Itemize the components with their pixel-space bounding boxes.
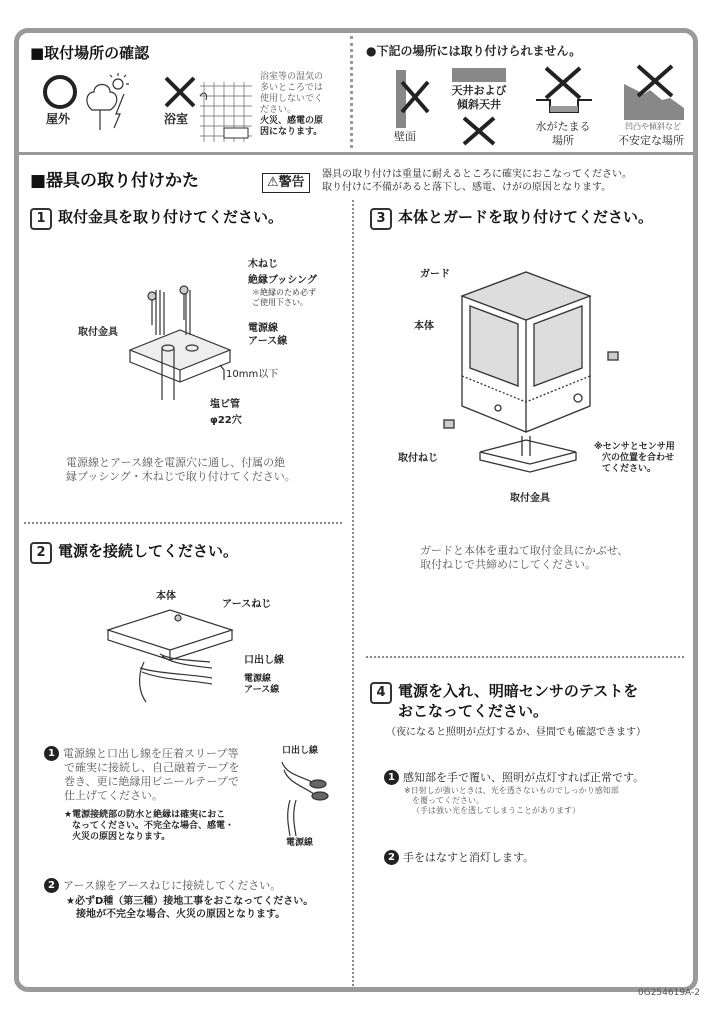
step1-pipe-label: 塩ビ管 — [210, 399, 240, 410]
step2-fig-power-label: 電源線 — [286, 838, 314, 848]
step4-item2-number: 2 — [384, 850, 399, 865]
step1-bushing-label: 絶縁ブッシング — [248, 275, 317, 286]
step2-item2-note: ★必ずD種（第三種）接地工事をおこなってください。 接地が不完全な場合、火災の原因となります。 — [66, 896, 314, 920]
warning-text: 器具の取り付けは重量に耐えるところに確実におこなってください。 取り付けに不備があると落下し、感電、けがの原因となります。 — [322, 169, 632, 193]
step4-item1-number: 1 — [384, 770, 399, 785]
left-divider — [24, 522, 342, 524]
location-check-title: ■取付場所の確認 — [30, 44, 150, 62]
bathroom-note: 浴室等の湿気の 多いところでは 使用しないでく ださい。 火災、感電の原 因になります。 — [260, 72, 324, 137]
step2-fig-lead-label: 口出し線 — [282, 746, 319, 756]
step2-body-label: 本体 — [156, 591, 176, 602]
section-divider — [16, 152, 696, 155]
outdoor-label: 屋外 — [46, 112, 71, 126]
step1-wire-label: 電源線 アース線 — [248, 323, 288, 347]
step1-title: 取付金具を取り付けてください。 — [58, 208, 284, 226]
step3-screw-label: 取付ねじ — [398, 453, 438, 464]
step1-dimension-label: 10mm以下 — [226, 369, 279, 380]
step4-title-1: 電源を入れ、明暗センサのテストを — [398, 682, 639, 700]
bathroom-ng-icon — [160, 72, 256, 146]
step1-number: 1 — [30, 208, 52, 230]
step4-title-2: おこなってください。 — [398, 702, 549, 720]
wall-label: 壁面 — [394, 130, 416, 143]
uneven-small-label: 凹凸や傾斜など — [625, 122, 681, 131]
wall-ng-icon — [394, 68, 434, 130]
step2-item2: 2 アース線をアースねじに接続してください。 — [44, 878, 281, 893]
step4-item1-note: ※日射しが強いときは、光を透さないものでしっかり感知部 を覆ってください。 （手は強い光を透してしまうことがあります） — [404, 786, 619, 815]
step1-bushing-note: ＊絶縁のため必ず ご使用下さい。 — [252, 288, 316, 307]
step3-description: ガードと本体を重ねて取付金具にかぶせ、 取付ねじで共締めにしてください。 — [420, 544, 629, 571]
step2-title: 電源を接続してください。 — [58, 542, 239, 560]
step3-heading — [370, 206, 653, 230]
right-divider — [366, 656, 684, 658]
install-title: ■器具の取り付けかた — [30, 171, 200, 191]
step2-item2-number: 2 — [44, 878, 59, 893]
step4-number: 4 — [370, 682, 392, 704]
warning-triangle-icon: ⚠ — [267, 175, 279, 190]
step1-screw-label: 木ねじ — [248, 259, 278, 270]
step2-wires-label: 電源線 アース線 — [244, 674, 280, 695]
step4-item2: 2 手をはなすと消灯します。 — [384, 850, 534, 865]
uneven-label: 不安定な場所 — [618, 134, 684, 147]
step2-earth-screw-label: アースねじ — [222, 599, 272, 610]
not-install-title: ●下記の場所には取り付けられません。 — [366, 44, 582, 58]
bathroom-label: 浴室 — [164, 112, 189, 126]
step2-item1: 1 電源線と口出し線を圧着スリーブ等 で確実に接続し、自己融着テープを 巻き、更に絶縁用ビニールテープで 仕上げてください。 — [44, 746, 274, 803]
top-divider — [350, 36, 353, 148]
step2-body-figure — [100, 598, 250, 708]
step1-bracket-label: 取付金具 — [78, 327, 118, 338]
step3-title: 本体とガードを取り付けてください。 — [398, 208, 654, 226]
uneven-ng-icon — [620, 64, 686, 120]
warning-badge: ⚠警告 — [262, 171, 310, 193]
step1-description: 電源線とアース線を電源穴に通し、付属の絶 縁ブッシング・木ねじで取り付けてください。 — [66, 456, 296, 483]
step2-item1-note: ★電源接続部の防水と絶縁は確実におこ なってください。不完全な場合、感電・ 火災の原因となります。 — [64, 810, 235, 842]
step3-sensor-note: ※センサとセンサ用 穴の位置を合わせ てください。 — [594, 442, 675, 474]
ceiling-label: 天井および 傾斜天井 — [451, 84, 507, 111]
water-ng-icon — [534, 64, 594, 120]
column-divider — [352, 200, 354, 986]
step1-heading — [30, 206, 283, 230]
step2-lead-label: 口出し線 — [244, 655, 284, 666]
step2-item1-number: 1 — [44, 746, 59, 761]
step3-guard-label: ガード — [420, 269, 450, 280]
step1-hole-label: φ22穴 — [210, 415, 242, 426]
step4-subtitle: （夜になると照明が点灯するか、昼間でも確認できます） — [386, 727, 646, 738]
water-label: 水がたまる 場所 — [535, 120, 591, 147]
step3-bracket-label: 取付金具 — [510, 493, 550, 504]
step2-number: 2 — [30, 542, 52, 564]
document-code: 0G254619A-2 — [638, 988, 700, 998]
step3-number: 3 — [370, 208, 392, 230]
step2-heading — [30, 540, 238, 564]
step4-item1: 1 感知部を手で覆い、照明が点灯すれば正常です。 — [384, 770, 644, 785]
step2-sleeve-figure — [276, 760, 336, 838]
step3-body-label: 本体 — [414, 321, 434, 332]
